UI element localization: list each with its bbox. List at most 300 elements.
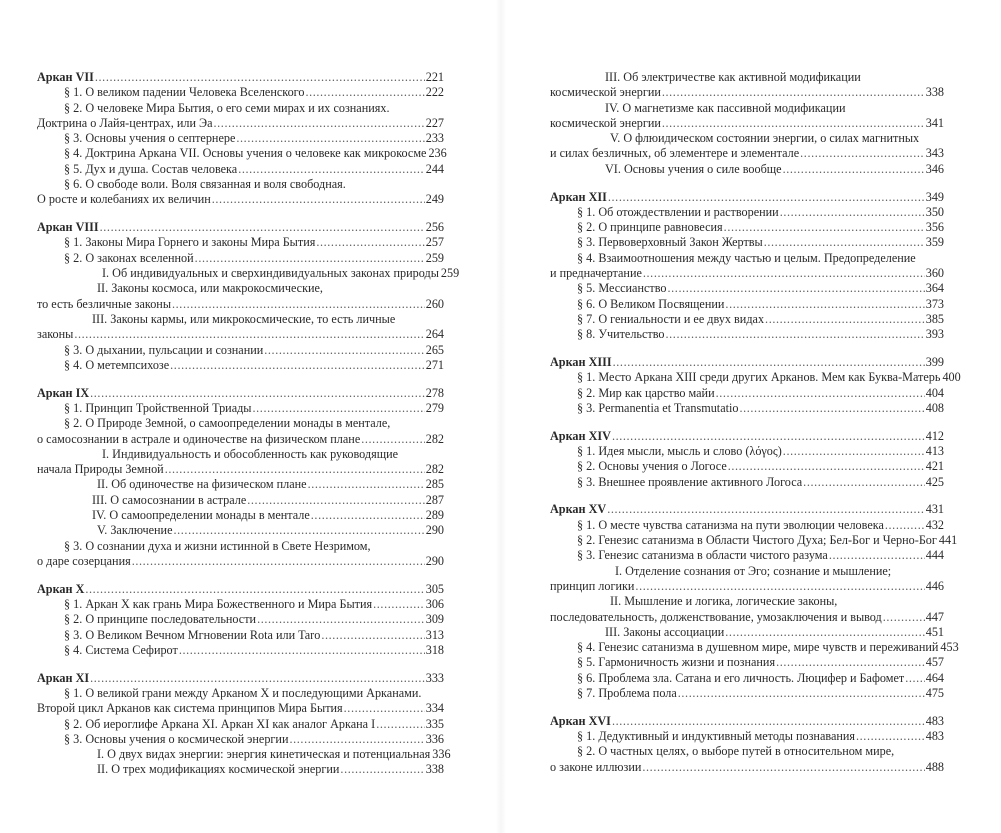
- toc-entry-title: Аркан XI: [37, 670, 90, 685]
- toc-entry: [550, 686, 944, 701]
- toc-page-number: 313: [425, 627, 444, 642]
- toc-page-number: 244: [425, 161, 444, 176]
- dot-leader: [612, 714, 925, 729]
- toc-entry-title: VI. Основы учения о силе вообще: [605, 161, 782, 176]
- toc-entry: [550, 744, 944, 759]
- toc-entry-title: § 4. Генезис сатанизма в душевном мире, мире чувств и переживаний: [577, 640, 939, 655]
- toc-entry: [550, 70, 944, 85]
- toc-page-number: 282: [425, 431, 444, 446]
- toc-entry-title: § 3. Permanentia et Transmutatio: [577, 400, 739, 415]
- toc-page-number: 285: [425, 477, 444, 492]
- toc-entry-title: § 3. Основы учения о космической энергии: [64, 731, 289, 746]
- toc-entry-title: § 3. О сознании духа и жизни истинной в Свете Незримом,: [64, 538, 371, 553]
- toc-entry: [37, 162, 444, 177]
- toc-entry: [37, 762, 444, 777]
- toc-entry-title: § 4. Доктрина Аркана VII. Основы учения о человеке как микрокосме: [64, 146, 427, 161]
- toc-entry-title: Аркан XIII: [550, 355, 612, 370]
- toc-entry: [550, 625, 944, 640]
- toc-entry: [37, 523, 444, 538]
- dot-leader: [95, 70, 425, 85]
- toc-entry-title: § 2. Основы учения о Логосе: [577, 459, 727, 474]
- dot-leader: [783, 444, 925, 459]
- dot-leader: [856, 729, 925, 744]
- dot-leader: [90, 386, 425, 401]
- toc-page-number: 257: [425, 235, 444, 250]
- toc-entry-title: Аркан IX: [37, 385, 90, 400]
- toc-page-number: 404: [925, 385, 944, 400]
- toc-chapter-heading: [37, 582, 444, 597]
- dot-leader: [376, 717, 425, 732]
- dot-leader: [678, 686, 925, 701]
- dot-leader: [764, 235, 925, 250]
- toc-entry-title: § 2. Об иероглифе Аркана XI. Аркан XI как аналог Аркана I: [64, 716, 376, 731]
- dot-leader: [635, 579, 924, 594]
- dot-leader: [765, 312, 925, 327]
- dot-leader: [289, 732, 424, 747]
- toc-page-number: 336: [425, 731, 444, 746]
- toc-entry: [37, 747, 451, 762]
- dot-leader: [173, 523, 424, 538]
- dot-leader: [883, 610, 925, 625]
- toc-entry: [550, 671, 944, 686]
- dot-leader: [905, 671, 925, 686]
- toc-entry: [550, 459, 944, 474]
- toc-entry: [37, 493, 444, 508]
- toc-entry-title: Аркан XII: [550, 189, 607, 204]
- toc-entry: [550, 594, 944, 609]
- toc-entry: [37, 101, 444, 116]
- toc-page-number: 287: [425, 492, 444, 507]
- toc-page-number: 457: [925, 655, 944, 670]
- dot-leader: [238, 162, 425, 177]
- toc-page-number: 483: [925, 713, 944, 728]
- dot-leader: [340, 762, 424, 777]
- toc-entry: [37, 281, 444, 296]
- toc-section: [37, 670, 451, 778]
- toc-page-number: 412: [925, 428, 944, 443]
- dot-leader: [608, 190, 925, 205]
- dot-leader: [803, 475, 925, 490]
- dot-leader: [724, 220, 925, 235]
- toc-entry-title: § 1. Дедуктивный и индуктивный методы познавания: [577, 729, 856, 744]
- toc-page-number: 431: [925, 502, 944, 517]
- toc-entry: [550, 297, 944, 312]
- dot-leader: [361, 432, 424, 447]
- dot-leader: [90, 671, 425, 686]
- dot-leader: [316, 235, 424, 250]
- toc-page-number: 290: [425, 523, 444, 538]
- toc-entry-title: § 1. О великом падении Человека Вселенского: [64, 85, 305, 100]
- toc-chapter-heading: [37, 70, 444, 85]
- toc-entry: [37, 701, 444, 716]
- toc-entry-title: и силах безличных, об элементере и элементале: [550, 146, 800, 161]
- dot-leader: [195, 251, 425, 266]
- dot-leader: [800, 146, 925, 161]
- toc-entry-title: I. Об индивидуальных и сверхиндивидуальных законах природы: [102, 266, 439, 281]
- toc-entry: [37, 358, 444, 373]
- toc-entry-title: II. Об одиночестве на физическом плане: [97, 477, 307, 492]
- toc-section: [37, 70, 447, 208]
- toc-entry: [550, 327, 944, 342]
- dot-leader: [780, 205, 925, 220]
- toc-entry-title: Второй цикл Арканов как система принципов Мира Бытия: [37, 701, 343, 716]
- dot-leader: [739, 401, 924, 416]
- dot-leader: [214, 116, 425, 131]
- toc-entry-title: III. Об электричестве как активной модификации: [605, 70, 861, 84]
- toc-entry: [37, 628, 444, 643]
- toc-page-number: 421: [925, 459, 944, 474]
- dot-leader: [725, 625, 924, 640]
- toc-page-number: 475: [925, 685, 944, 700]
- toc-page-number: 279: [425, 400, 444, 415]
- toc-section: [550, 429, 944, 490]
- toc-entry-title: космической энергии: [550, 85, 661, 100]
- toc-section: [550, 70, 944, 177]
- toc-section: [37, 386, 444, 570]
- toc-entry-title: III. О самосознании в астрале: [92, 492, 247, 507]
- toc-chapter-heading: [550, 190, 944, 205]
- toc-entry: [37, 297, 444, 312]
- toc-entry-title: III. Законы кармы, или микрокосмические, то есть личные: [92, 311, 396, 326]
- toc-entry-title: § 6. Проблема зла. Сатана и его личность. Люцифер и Бафомет: [577, 670, 905, 685]
- toc-page-number: 451: [925, 624, 944, 639]
- toc-page-number: 447: [925, 609, 944, 624]
- toc-entry: [37, 343, 444, 358]
- toc-entry-title: § 2. О законах вселенной: [64, 250, 194, 265]
- toc-entry: [550, 251, 944, 266]
- toc-page-number: 227: [425, 115, 444, 130]
- toc-entry: [550, 401, 944, 416]
- toc-entry-title: § 2. Генезис сатанизма в Области Чистого Духа; Бел-Бог и Черно-Бог: [577, 533, 937, 548]
- toc-page-number: 360: [925, 266, 944, 281]
- toc-chapter-heading: [550, 429, 944, 444]
- toc-page-number: 282: [425, 462, 444, 477]
- dot-leader: [257, 612, 425, 627]
- toc-entry-title: Аркан XVI: [550, 713, 611, 728]
- dot-leader: [172, 297, 425, 312]
- toc-page-number: 259: [425, 250, 444, 265]
- toc-page-number: 335: [425, 716, 444, 731]
- toc-entry: [37, 508, 444, 523]
- toc-page-number: 364: [925, 281, 944, 296]
- dot-leader: [305, 85, 424, 100]
- toc-entry-title: последовательность, долженствование, умозаключения и вывод: [550, 609, 882, 624]
- dot-leader: [783, 162, 925, 177]
- toc-section: [37, 220, 460, 373]
- dot-leader: [662, 85, 925, 100]
- toc-page-number: 334: [425, 701, 444, 716]
- toc-entry-title: Аркан VIII: [37, 220, 99, 235]
- toc-entry: [550, 101, 944, 116]
- toc-page-number: 483: [925, 729, 944, 744]
- toc-entry-title: Доктрина о Лайя-центрах, или Эа: [37, 115, 213, 130]
- toc-page-number: 444: [925, 548, 944, 563]
- toc-entry: [550, 131, 944, 146]
- toc-entry: [550, 205, 944, 220]
- toc-entry: [550, 533, 958, 548]
- toc-entry: [550, 760, 944, 775]
- toc-page-number: 341: [925, 115, 944, 130]
- toc-entry-title: § 4. О метемпсихозе: [64, 357, 170, 372]
- toc-entry: [550, 220, 944, 235]
- toc-entry-title: начала Природы Земной: [37, 462, 164, 477]
- dot-leader: [165, 462, 425, 477]
- toc-entry: [550, 235, 944, 250]
- toc-entry-title: IV. О самоопределении монады в ментале: [92, 508, 310, 523]
- toc-entry: [550, 85, 944, 100]
- dot-leader: [607, 502, 925, 517]
- toc-entry-title: § 5. Дух и душа. Состав человека: [64, 161, 238, 176]
- toc-page-number: 464: [925, 670, 944, 685]
- toc-entry-title: § 1. Идея мысли, мысль и слово (λόγος): [577, 444, 782, 459]
- toc-entry: [37, 432, 444, 447]
- toc-entry: [550, 518, 944, 533]
- dot-leader: [776, 655, 925, 670]
- toc-page-number: 400: [942, 370, 961, 385]
- toc-page-number: 453: [940, 640, 959, 655]
- toc-entry-title: § 2. О частных целях, о выборе путей в относительном мире,: [577, 744, 895, 759]
- toc-entry-title: принцип логики: [550, 578, 635, 593]
- dot-leader: [612, 429, 925, 444]
- toc-page-number: 249: [425, 192, 444, 207]
- toc-entry-title: V. О флюидическом состоянии энергии, о силах магнитных: [610, 131, 920, 146]
- toc-entry: [37, 251, 444, 266]
- toc-page-number: 349: [925, 189, 944, 204]
- toc-entry: [550, 370, 961, 385]
- dot-leader: [74, 327, 424, 342]
- toc-entry-title: § 4. Система Сефирот: [64, 642, 178, 657]
- toc-entry-title: § 5. Гармоничность жизни и познания: [577, 655, 776, 670]
- toc-entry: [37, 266, 460, 281]
- dot-leader: [373, 597, 425, 612]
- toc-entry-title: § 2. О принципе последовательности: [64, 612, 257, 627]
- toc-entry: [37, 416, 444, 431]
- toc-entry-title: § 1. Законы Мира Горнего и законы Мира Бытия: [64, 235, 316, 250]
- toc-entry-title: то есть безличные законы: [37, 296, 172, 311]
- toc-entry: [37, 539, 444, 554]
- dot-leader: [253, 401, 425, 416]
- toc-page-number: 260: [425, 296, 444, 311]
- toc-entry-title: § 3. Основы учения о септернере: [64, 131, 236, 146]
- toc-entry-title: I. Отделение сознания от Эго; сознание и мышление;: [615, 563, 892, 578]
- dot-leader: [668, 281, 925, 296]
- toc-page-number: 385: [925, 311, 944, 326]
- toc-entry: [550, 116, 944, 131]
- toc-entry-title: § 6. О Великом Посвящении: [577, 296, 725, 311]
- dot-leader: [85, 582, 424, 597]
- toc-chapter-heading: [550, 355, 944, 370]
- toc-section: [550, 355, 961, 416]
- toc-entry: [37, 686, 444, 701]
- toc-page-number: 441: [938, 533, 958, 548]
- toc-entry: [37, 146, 447, 161]
- toc-page-number: 373: [925, 296, 944, 311]
- toc-page-number: 305: [425, 581, 444, 596]
- toc-page-number: 306: [425, 597, 444, 611]
- toc-entry: [550, 162, 944, 177]
- toc-entry: [37, 312, 444, 327]
- toc-page-number: 259: [440, 266, 460, 281]
- toc-page-number: 264: [425, 327, 444, 342]
- dot-leader: [247, 493, 424, 508]
- toc-entry-title: § 1. Об отождествлении и растворении: [577, 204, 779, 219]
- dot-leader: [212, 192, 425, 207]
- dot-leader: [666, 327, 925, 342]
- toc-page-number: 333: [425, 670, 444, 685]
- toc-entry: [37, 327, 444, 342]
- toc-entry: [550, 475, 944, 490]
- toc-entry: [37, 116, 444, 131]
- toc-chapter-heading: [550, 714, 944, 729]
- toc-chapter-heading: [550, 502, 944, 517]
- toc-page-number: 222: [425, 85, 444, 100]
- dot-leader: [725, 297, 924, 312]
- toc-entry: [550, 281, 944, 296]
- toc-page-number: 359: [925, 235, 944, 250]
- toc-entry-title: § 1. О великой грани между Арканом X и последующими Арканами.: [64, 685, 422, 700]
- toc-page-number: 338: [425, 762, 444, 777]
- left-page-toc: [37, 70, 460, 790]
- toc-entry: [550, 386, 944, 401]
- toc-page-number: 425: [925, 474, 944, 489]
- dot-leader: [885, 518, 925, 533]
- toc-entry-title: Аркан X: [37, 581, 85, 596]
- toc-entry-title: и предначертание: [550, 266, 642, 281]
- toc-entry: [550, 640, 959, 655]
- dot-leader: [308, 477, 425, 492]
- toc-entry-title: II. О трех модификациях космической энергии: [97, 762, 340, 777]
- toc-entry-title: о даре созерцания: [37, 553, 131, 568]
- toc-page-number: 393: [925, 327, 944, 342]
- toc-entry-title: § 7. О гениальности и ее двух видах: [577, 311, 765, 326]
- toc-entry-title: § 2. О человеке Мира Бытия, о его семи мирах и их сознаниях.: [64, 100, 390, 115]
- toc-chapter-heading: [37, 220, 444, 235]
- toc-page-number: 278: [425, 385, 444, 400]
- toc-entry: [37, 597, 444, 612]
- toc-page-number: 350: [925, 204, 944, 219]
- toc-entry-title: II. Законы космоса, или макрокосмические,: [97, 281, 323, 296]
- dot-leader: [132, 554, 425, 569]
- toc-entry-title: § 1. Место Аркана XIII среди других Арканов. Мем как Буква-Матерь: [577, 370, 941, 385]
- toc-page-number: 446: [925, 578, 944, 593]
- toc-entry-title: II. Мышление и логика, логические законы,: [610, 594, 838, 609]
- toc-chapter-heading: [37, 386, 444, 401]
- toc-entry: [37, 401, 444, 416]
- toc-entry-title: § 3. Первоверховный Закон Жертвы: [577, 235, 763, 250]
- toc-entry: [37, 85, 444, 100]
- toc-entry-title: § 4. Взаимоотношения между частью и целым. Предопределение: [577, 250, 916, 265]
- toc-entry-title: § 6. О свободе воли. Воля связанная и воля свободная.: [64, 177, 346, 192]
- toc-page-number: 236: [428, 146, 447, 161]
- toc-entry: [550, 266, 944, 281]
- dot-leader: [728, 459, 925, 474]
- toc-page-number: 413: [925, 444, 944, 459]
- dot-leader: [643, 266, 925, 281]
- toc-page-number: 408: [925, 400, 944, 415]
- toc-page-number: 309: [425, 612, 444, 627]
- toc-entry-title: космической энергии: [550, 115, 661, 130]
- toc-entry: [37, 477, 444, 492]
- dot-leader: [662, 116, 925, 131]
- dot-leader: [179, 643, 425, 658]
- toc-entry-title: I. О двух видах энергии: энергия кинетическая и потенциальная: [97, 747, 431, 762]
- toc-entry-title: § 1. Принцип Тройственной Триады: [64, 400, 252, 415]
- toc-page-number: 290: [425, 553, 444, 568]
- toc-entry-title: § 3. Генезис сатанизма в области чистого разума: [577, 548, 828, 563]
- toc-entry: [550, 564, 944, 579]
- toc-page-number: 271: [425, 357, 444, 372]
- toc-page-number: 356: [925, 220, 944, 235]
- toc-entry: [550, 729, 944, 744]
- toc-page-number: 338: [925, 85, 944, 100]
- toc-entry-title: § 5. Мессианство: [577, 281, 667, 296]
- toc-entry: [37, 732, 444, 747]
- toc-entry-title: III. Законы ассоциации: [605, 624, 725, 639]
- toc-entry: [550, 146, 944, 161]
- toc-page-number: 346: [925, 161, 944, 176]
- toc-page-number: 256: [425, 220, 444, 235]
- toc-page-number: 221: [425, 70, 444, 84]
- dot-leader: [321, 628, 424, 643]
- toc-page-number: 488: [925, 759, 944, 774]
- dot-leader: [170, 358, 425, 373]
- toc-entry-title: § 7. Проблема пола: [577, 685, 677, 700]
- book-spine-shadow: [496, 0, 506, 833]
- toc-entry: [550, 312, 944, 327]
- toc-entry: [37, 462, 444, 477]
- toc-page-number: 432: [925, 517, 944, 532]
- right-page-toc: [550, 70, 961, 787]
- toc-entry: [37, 192, 444, 207]
- toc-entry-title: § 2. О Природе Земной, о самоопределении монады в ментале,: [64, 416, 391, 431]
- toc-section: [550, 502, 959, 701]
- dot-leader: [236, 131, 424, 146]
- toc-entry-title: § 3. Внешнее проявление активного Логоса: [577, 474, 803, 489]
- toc-entry: [550, 655, 944, 670]
- toc-entry-title: Аркан VII: [37, 70, 94, 84]
- toc-entry: [37, 612, 444, 627]
- toc-entry-title: § 1. О месте чувства сатанизма на пути эволюции человека: [577, 517, 884, 532]
- dot-leader: [100, 220, 425, 235]
- dot-leader: [716, 386, 925, 401]
- toc-page-number: 318: [425, 642, 444, 657]
- toc-page-number: 399: [925, 355, 944, 370]
- dot-leader: [642, 760, 924, 775]
- toc-entry-title: законы: [37, 327, 74, 342]
- toc-section: [550, 190, 944, 343]
- dot-leader: [264, 343, 424, 358]
- toc-entry: [550, 579, 944, 594]
- toc-page-number: 343: [925, 146, 944, 161]
- toc-entry: [37, 447, 444, 462]
- dot-leader: [613, 355, 925, 370]
- toc-entry: [37, 643, 444, 658]
- toc-page-number: 265: [425, 342, 444, 357]
- toc-entry-title: V. Заключение: [97, 523, 173, 538]
- toc-chapter-heading: [37, 671, 444, 686]
- toc-entry-title: § 3. О дыхании, пульсации и сознании: [64, 342, 264, 357]
- dot-leader: [311, 508, 425, 523]
- toc-entry: [37, 717, 444, 732]
- toc-page-number: 336: [432, 747, 451, 762]
- toc-entry-title: I. Индивидуальность и обособленность как руководящие: [102, 446, 399, 461]
- toc-entry: [550, 610, 944, 625]
- toc-entry-title: О росте и колебаниях их величин: [37, 192, 211, 207]
- toc-entry: [37, 131, 444, 146]
- dot-leader: [344, 701, 425, 716]
- toc-entry: [550, 548, 944, 563]
- toc-entry: [550, 444, 944, 459]
